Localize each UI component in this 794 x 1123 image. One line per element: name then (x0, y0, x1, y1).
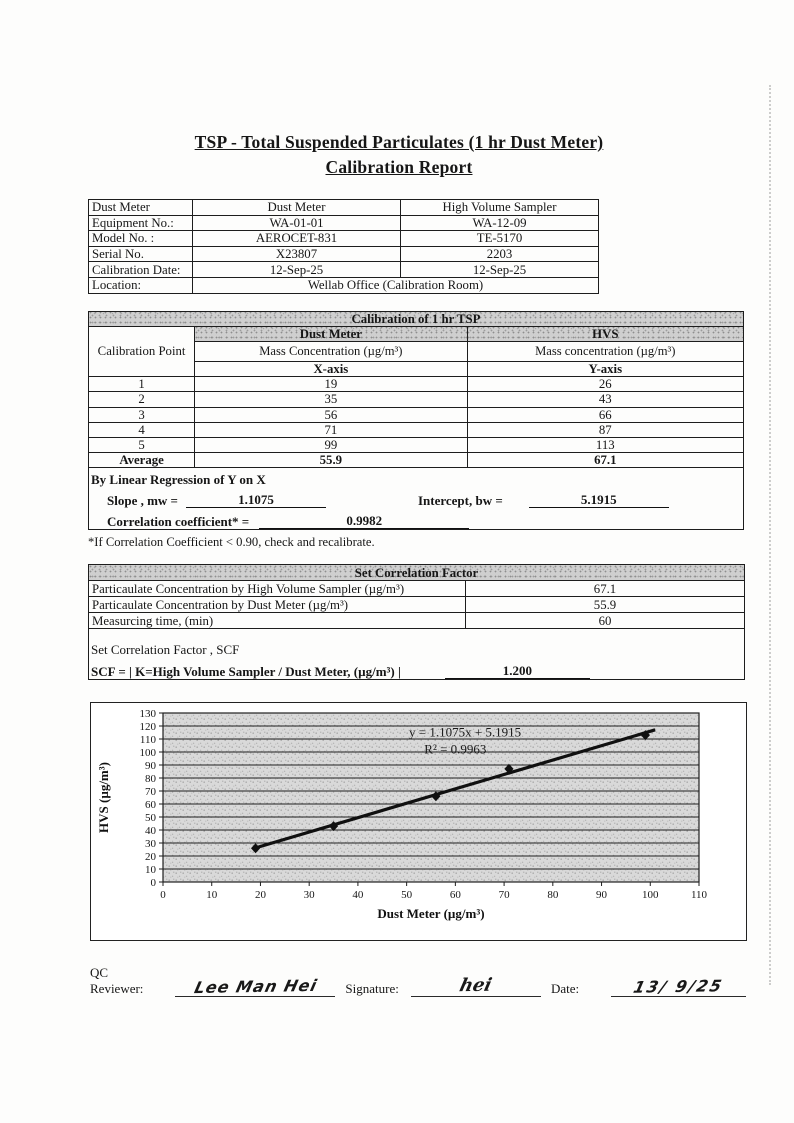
table-row (89, 392, 744, 407)
table-row (89, 597, 745, 613)
qc-reviewer-line (175, 977, 335, 997)
svg-text:70: 70 (145, 786, 156, 799)
date-line (611, 977, 746, 997)
calibration-point-header: Calibration Point (89, 326, 195, 376)
svg-text:10: 10 (145, 864, 156, 877)
hvs-value: 87 (467, 422, 743, 437)
svg-text:60: 60 (145, 799, 156, 812)
report-title-line2: Calibration Report (325, 157, 473, 177)
svg-text:30: 30 (303, 889, 315, 902)
svg-text:Dust Meter (µg/m³): Dust Meter (µg/m³) (377, 906, 485, 922)
table-row (89, 200, 599, 216)
hvs-subheader: Mass concentration (µg/m³) (467, 341, 743, 361)
table-row (89, 277, 599, 293)
calibration-date-hvs: 12-Sep-25 (401, 262, 599, 278)
scf-value: 1.200 (445, 663, 590, 679)
svg-text:0: 0 (150, 877, 156, 890)
svg-text:80: 80 (145, 773, 156, 786)
svg-text:10: 10 (206, 889, 218, 902)
svg-text:60: 60 (449, 889, 461, 902)
correlation-label: Correlation coefficient* = (107, 514, 250, 530)
calibration-chart-figure (90, 702, 747, 941)
table-row (89, 377, 744, 392)
svg-text:30: 30 (145, 838, 156, 851)
equipment-table (88, 199, 599, 294)
model-no-dust-meter: AEROCET-831 (193, 231, 401, 247)
table-row (89, 565, 745, 581)
report-title-line1: TSP - Total Suspended Particulates (1 hr Dust Meter) (194, 132, 604, 152)
table-row (89, 215, 599, 231)
calibration-date-dust-meter: 12-Sep-25 (193, 262, 401, 278)
svg-text:120: 120 (139, 721, 156, 734)
scf-heading: Set Correlation Factor , SCF (91, 642, 240, 658)
signature-label: Signature: (345, 981, 399, 997)
svg-text:0: 0 (160, 889, 166, 902)
date-label: Date: (551, 981, 580, 997)
svg-text:110: 110 (139, 734, 156, 747)
svg-text:110: 110 (690, 889, 708, 902)
hvs-value: 43 (467, 392, 743, 407)
average-hvs: 67.1 (467, 453, 743, 468)
calibration-point: 5 (89, 437, 195, 452)
table-row (89, 311, 744, 326)
scf-row-label: Particaulate Concentration by Dust Meter (µg/m³) (89, 597, 466, 613)
slope-label: Slope , mw = (107, 493, 178, 509)
svg-text:100: 100 (642, 889, 659, 902)
dust-meter-subheader: Mass Concentration (µg/m³) (195, 341, 467, 361)
hvs-header: High Volume Sampler (401, 200, 599, 216)
equipment-no-hvs: WA-12-09 (401, 215, 599, 231)
calibration-table (88, 311, 744, 531)
equipment-row-label: Location: (89, 277, 193, 293)
location-value: Wellab Office (Calibration Room) (193, 277, 599, 293)
equipment-row-label: Equipment No.: (89, 215, 193, 231)
model-no-hvs: TE-5170 (401, 231, 599, 247)
calibration-table-title: Calibration of 1 hr TSP (89, 311, 744, 326)
table-row (89, 453, 744, 468)
dust-meter-group-header: Dust Meter (195, 326, 467, 341)
dust-meter-value: 35 (195, 392, 467, 407)
y-axis-header: Y-axis (467, 361, 743, 376)
intercept-label: Intercept, bw = (417, 493, 503, 509)
scf-table (88, 564, 745, 680)
table-row (89, 629, 745, 680)
scf-row-value: 60 (466, 613, 745, 629)
svg-text:R² = 0.9963: R² = 0.9963 (424, 741, 487, 757)
equipment-row-label: Serial No. (89, 246, 193, 262)
svg-text:80: 80 (547, 889, 559, 902)
correlation-footnote: *If Correlation Coefficient < 0.90, check and recalibrate. (88, 535, 375, 550)
intercept-value: 5.1915 (529, 492, 669, 508)
svg-text:20: 20 (145, 851, 156, 864)
qc-reviewer-handwriting: Lee Man Hei (192, 976, 319, 998)
signature-line (411, 975, 541, 997)
scf-row-label: Measurcing time, (min) (89, 613, 466, 629)
serial-no-dust-meter: X23807 (193, 246, 401, 262)
signature-row (88, 965, 746, 997)
hvs-value: 113 (467, 437, 743, 452)
calibration-point: 4 (89, 422, 195, 437)
correlation-row (91, 513, 741, 529)
average-label: Average (89, 453, 195, 468)
average-dust-meter: 55.9 (195, 453, 467, 468)
slope-intercept-row (91, 492, 741, 508)
svg-text:100: 100 (139, 747, 156, 760)
svg-text:130: 130 (139, 708, 156, 721)
svg-text:20: 20 (254, 889, 266, 902)
svg-text:50: 50 (145, 812, 156, 825)
equipment-row-label: Dust Meter (89, 200, 193, 216)
table-row (89, 468, 744, 530)
regression-section (89, 468, 744, 530)
scf-row-label: Particaulate Concentration by High Volume Sampler (µg/m³) (89, 581, 466, 597)
x-axis-header: X-axis (195, 361, 467, 376)
scf-formula-section (89, 629, 745, 680)
date-handwriting: 13/ 9/25 (631, 976, 726, 998)
regression-heading: By Linear Regression of Y on X (91, 472, 266, 488)
table-row (89, 581, 745, 597)
svg-text:HVS (µg/m³): HVS (µg/m³) (96, 762, 111, 834)
scan-artifact-line (769, 85, 771, 985)
equipment-row-label: Calibration Date: (89, 262, 193, 278)
table-row (89, 246, 599, 262)
svg-text:70: 70 (498, 889, 510, 902)
hvs-value: 66 (467, 407, 743, 422)
svg-text:90: 90 (596, 889, 608, 902)
hvs-value: 26 (467, 377, 743, 392)
dust-meter-header: Dust Meter (193, 200, 401, 216)
slope-value: 1.1075 (186, 492, 326, 508)
table-row (89, 613, 745, 629)
table-row (89, 262, 599, 278)
equipment-row-label: Model No. : (89, 231, 193, 247)
svg-text:90: 90 (145, 760, 156, 773)
table-row (89, 422, 744, 437)
page-title (88, 130, 710, 180)
table-row (89, 326, 744, 341)
scf-row-value: 67.1 (466, 581, 745, 597)
scf-row-value: 55.9 (466, 597, 745, 613)
scf-table-title: Set Correlation Factor (89, 565, 745, 581)
svg-text:40: 40 (352, 889, 364, 902)
table-row (89, 231, 599, 247)
scf-formula-row (91, 663, 742, 679)
svg-text:y = 1.1075x + 5.1915: y = 1.1075x + 5.1915 (409, 724, 522, 740)
calibration-point: 2 (89, 392, 195, 407)
scf-formula: SCF = | K=High Volume Sampler / Dust Meter, (µg/m³) | (91, 664, 401, 680)
calibration-chart-svg (91, 703, 746, 940)
calibration-point: 3 (89, 407, 195, 422)
dust-meter-value: 99 (195, 437, 467, 452)
correlation-value: 0.9982 (259, 513, 469, 529)
calibration-point: 1 (89, 377, 195, 392)
dust-meter-value: 56 (195, 407, 467, 422)
equipment-no-dust-meter: WA-01-01 (193, 215, 401, 231)
serial-no-hvs: 2203 (401, 246, 599, 262)
svg-text:40: 40 (145, 825, 156, 838)
svg-text:50: 50 (401, 889, 413, 902)
dust-meter-value: 19 (195, 377, 467, 392)
report-content (88, 0, 746, 997)
hvs-group-header: HVS (467, 326, 743, 341)
dust-meter-value: 71 (195, 422, 467, 437)
signature-handwriting: hei (457, 974, 495, 997)
table-row (89, 437, 744, 452)
qc-reviewer-label: QC Reviewer: (90, 965, 144, 997)
table-row (89, 407, 744, 422)
